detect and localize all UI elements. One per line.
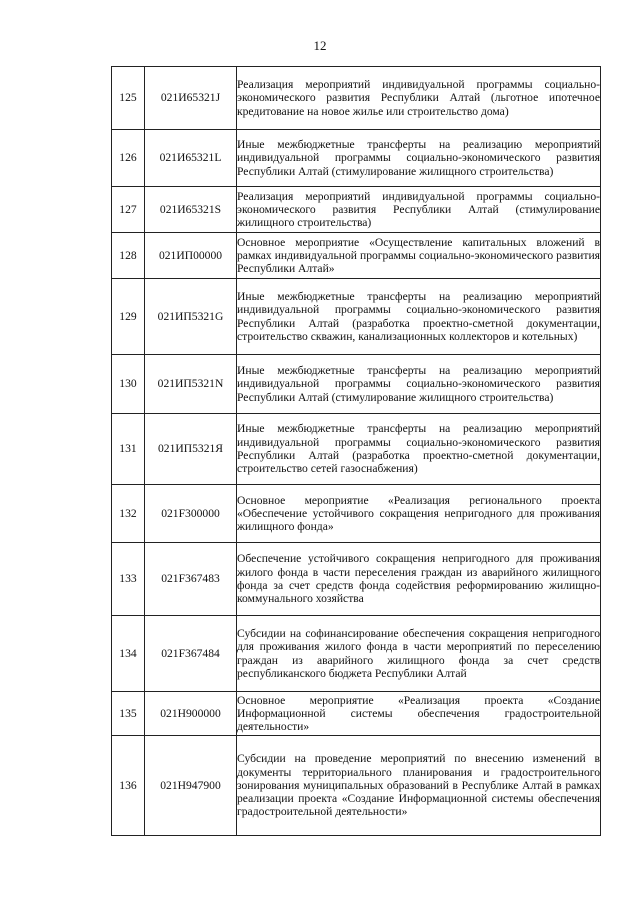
- row-number: 130: [112, 355, 145, 414]
- table-row: [112, 130, 601, 187]
- row-description: Иные межбюджетные трансферты на реализацию мероприятий индивидуальной программы социально-экономического развития Республики Алтай (разработка проектно-сметной документации, строительство сетей газоснабжения): [237, 414, 601, 485]
- row-description: Иные межбюджетные трансферты на реализацию мероприятий индивидуальной программы социально-экономического развития Республики Алтай (стимулирование жилищного строительства): [237, 130, 601, 187]
- row-description: Основное мероприятие «Реализация регионального проекта «Обеспечение устойчивого сокращения непригодного для проживания жилищного фонда»: [237, 485, 601, 543]
- page-number: 12: [313, 38, 327, 53]
- row-number: 127: [112, 187, 145, 233]
- row-code: 021F367483: [145, 543, 237, 616]
- row-number: 134: [112, 616, 145, 692]
- table-row: [112, 187, 601, 233]
- row-number: 128: [112, 233, 145, 279]
- row-code: 021ИП00000: [145, 233, 237, 279]
- row-description: Основное мероприятие «Реализация проекта «Создание Информационной системы обеспечения градостроительной деятельности»: [237, 692, 601, 736]
- row-code: 021Н900000: [145, 692, 237, 736]
- row-code: 021И65321L: [145, 130, 237, 187]
- row-number: 131: [112, 414, 145, 485]
- row-code: 021Н947900: [145, 736, 237, 836]
- row-description: Реализация мероприятий индивидуальной программы социально-экономического развития Республики Алтай (стимулирование жилищного строительства): [237, 187, 601, 233]
- row-description: Основное мероприятие «Осуществление капитальных вложений в рамках индивидуальной программы социально-экономического развития Республики Алтай»: [237, 233, 601, 279]
- row-number: 126: [112, 130, 145, 187]
- table-row: [112, 692, 601, 736]
- row-number: 135: [112, 692, 145, 736]
- table-row: [112, 543, 601, 616]
- table-row: [112, 279, 601, 355]
- row-code: 021ИП5321G: [145, 279, 237, 355]
- budget-classification-table: [111, 66, 601, 836]
- table-row: [112, 414, 601, 485]
- table-row: [112, 233, 601, 279]
- row-number: 133: [112, 543, 145, 616]
- row-code: 021ИП5321N: [145, 355, 237, 414]
- row-code: 021И65321J: [145, 67, 237, 130]
- table-row: [112, 736, 601, 836]
- row-number: 129: [112, 279, 145, 355]
- table-row: [112, 616, 601, 692]
- row-code: 021ИП5321Я: [145, 414, 237, 485]
- table-row: [112, 67, 601, 130]
- row-code: 021F300000: [145, 485, 237, 543]
- row-description: Обеспечение устойчивого сокращения непригодного для проживания жилого фонда в части переселения граждан из аварийного жилищного фонда за счет средств фонда содействия реформированию жилищно-коммунального хозяйства: [237, 543, 601, 616]
- row-code: 021F367484: [145, 616, 237, 692]
- table-row: [112, 485, 601, 543]
- row-number: 136: [112, 736, 145, 836]
- table-row: [112, 355, 601, 414]
- row-description: Субсидии на софинансирование обеспечения сокращения непригодного для проживания жилого фонда в части мероприятий по переселению граждан из аварийного жилищного фонда за счет средств республиканского бюджета Республики Алтай: [237, 616, 601, 692]
- row-description: Субсидии на проведение мероприятий по внесению изменений в документы территориального планирования и градостроительного зонирования муниципальных образований в Республике Алтай в рамках реализации проекта «Создание Информационной системы обеспечения градостроительной деятельности»: [237, 736, 601, 836]
- row-number: 132: [112, 485, 145, 543]
- row-number: 125: [112, 67, 145, 130]
- row-description: Реализация мероприятий индивидуальной программы социально-экономического развития Республики Алтай (льготное ипотечное кредитование на новое жилье или строительство дома): [237, 67, 601, 130]
- row-description: Иные межбюджетные трансферты на реализацию мероприятий индивидуальной программы социально-экономического развития Республики Алтай (стимулирование жилищного строительства): [237, 355, 601, 414]
- row-code: 021И65321S: [145, 187, 237, 233]
- row-description: Иные межбюджетные трансферты на реализацию мероприятий индивидуальной программы социально-экономического развития Республики Алтай (разработка проектно-сметной документации, строительство скважин, канализационных коллекторов и котельных): [237, 279, 601, 355]
